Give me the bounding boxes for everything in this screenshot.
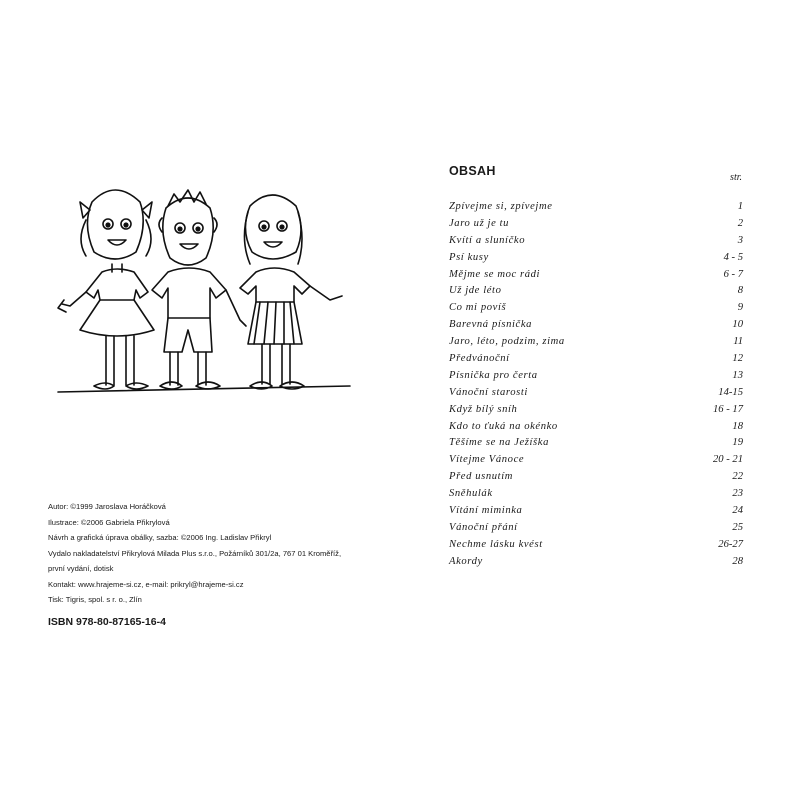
toc-entry-page: 3 xyxy=(737,234,743,246)
toc-entry-title: Vítání miminka xyxy=(449,504,523,516)
boy-figure xyxy=(152,190,246,389)
page-column-label: str. xyxy=(730,172,742,183)
toc-entry xyxy=(449,198,743,215)
toc-entry-page: 16 - 17 xyxy=(712,403,743,415)
toc-entry-page: 1 xyxy=(737,200,743,212)
toc-entry-title: Vánoční starosti xyxy=(449,386,528,398)
toc-entry-title: Jaro, léto, podzim, zima xyxy=(449,336,565,348)
toc-entry xyxy=(449,333,743,350)
toc-entry xyxy=(449,401,743,418)
toc-entry-page: 24 xyxy=(732,504,743,516)
toc-entry-title: Mějme se moc rádi xyxy=(449,268,541,280)
toc-entry-title: Před usnutím xyxy=(449,471,513,483)
toc-entry-page: 12 xyxy=(732,352,743,364)
toc-entry-page: 8 xyxy=(737,285,743,297)
toc-entry xyxy=(449,215,743,232)
toc-entry-title: Vánoční přání xyxy=(449,521,518,533)
toc-entry xyxy=(449,451,743,468)
toc-entry xyxy=(449,519,743,536)
toc-entry-title: Kvítí a sluníčko xyxy=(449,234,526,246)
toc-entry-title: Sněhulák xyxy=(449,488,493,500)
toc-entry-page: 20 - 21 xyxy=(712,454,743,466)
toc-entry-page: 26-27 xyxy=(718,538,743,550)
credit-print: Tisk: Tigris, spol. s r. o., Zlín xyxy=(48,595,142,604)
toc-entry xyxy=(449,367,743,384)
toc-entry-title: Nechme lásku kvést xyxy=(449,538,543,550)
toc-title: OBSAH xyxy=(449,164,496,178)
toc-entry-title: Těšíme se na Ježíška xyxy=(449,437,549,449)
toc-entry xyxy=(449,282,743,299)
toc-entry-title: Zpívejme si, zpívejme xyxy=(449,200,553,212)
toc-entry-title: Písnička pro čerta xyxy=(449,369,538,381)
toc-entry xyxy=(449,536,743,553)
toc-entry-title: Co mi povíš xyxy=(449,302,507,314)
toc-entry-page: 28 xyxy=(732,555,743,567)
toc-entry-page: 14-15 xyxy=(718,386,743,398)
toc-entry xyxy=(449,502,743,519)
toc-entry xyxy=(449,434,743,451)
toc-entry xyxy=(449,553,743,570)
toc-entry xyxy=(449,418,743,435)
toc-entry xyxy=(449,350,743,367)
toc-entry-page: 22 xyxy=(732,471,743,483)
toc-entry-page: 23 xyxy=(732,488,743,500)
isbn: ISBN 978-80-87165-16-4 xyxy=(48,616,166,628)
toc-entry-page: 10 xyxy=(732,319,743,331)
toc-entry-page: 4 - 5 xyxy=(723,251,743,263)
girl-left-figure xyxy=(58,190,154,389)
credit-contact: Kontakt: www.hrajeme-si.cz, e-mail: prikryl@hrajeme-si.cz xyxy=(48,579,244,589)
toc-entry-page: 2 xyxy=(737,217,743,229)
toc-entry xyxy=(449,266,743,283)
credit-illustration: Ilustrace: ©2006 Gabriela Přikrylová xyxy=(48,517,170,527)
toc-entry-page: 19 xyxy=(732,437,743,449)
toc-entry-page: 11 xyxy=(733,336,743,348)
table-of-contents xyxy=(449,198,743,570)
credit-publisher: Vydalo nakladatelství Přikrylová Milada Plus s.r.o., Požárníků 301/2a, 767 01 Kroměříž, xyxy=(48,548,342,558)
toc-entry xyxy=(449,468,743,485)
credit-edition: první vydání, dotisk xyxy=(48,564,114,573)
toc-entry xyxy=(449,384,743,401)
toc-entry-page: 6 - 7 xyxy=(723,268,743,280)
toc-entry xyxy=(449,232,743,249)
toc-entry-title: Už jde léto xyxy=(449,285,502,297)
toc-entry-title: Psí kusy xyxy=(449,251,489,263)
toc-entry xyxy=(449,249,743,266)
children-illustration xyxy=(50,180,370,420)
credit-design: Návrh a grafická úprava obálky, sazba: ©2006 Ing. Ladislav Přikryl xyxy=(48,533,272,542)
toc-entry-page: 13 xyxy=(732,369,743,381)
toc-entry-page: 18 xyxy=(732,420,743,432)
toc-entry-title: Předvánoční xyxy=(449,352,510,364)
toc-entry-title: Vítejme Vánoce xyxy=(449,454,525,466)
toc-entry-page: 9 xyxy=(737,302,743,314)
toc-entry-title: Jaro už je tu xyxy=(449,217,510,229)
credit-author: Autor: ©1999 Jaroslava Horáčková xyxy=(48,502,166,511)
toc-entry-title: Barevná písnička xyxy=(449,319,533,331)
toc-entry-title: Když bílý sníh xyxy=(449,403,518,415)
toc-entry xyxy=(449,316,743,333)
toc-entry xyxy=(449,299,743,316)
credits-block xyxy=(48,499,388,608)
girl-right-figure xyxy=(240,195,342,389)
toc-entry-title: Kdo to ťuká na okénko xyxy=(449,420,558,432)
toc-entry-title: Akordy xyxy=(449,555,483,567)
toc-entry-page: 25 xyxy=(732,521,743,533)
toc-entry xyxy=(449,485,743,502)
